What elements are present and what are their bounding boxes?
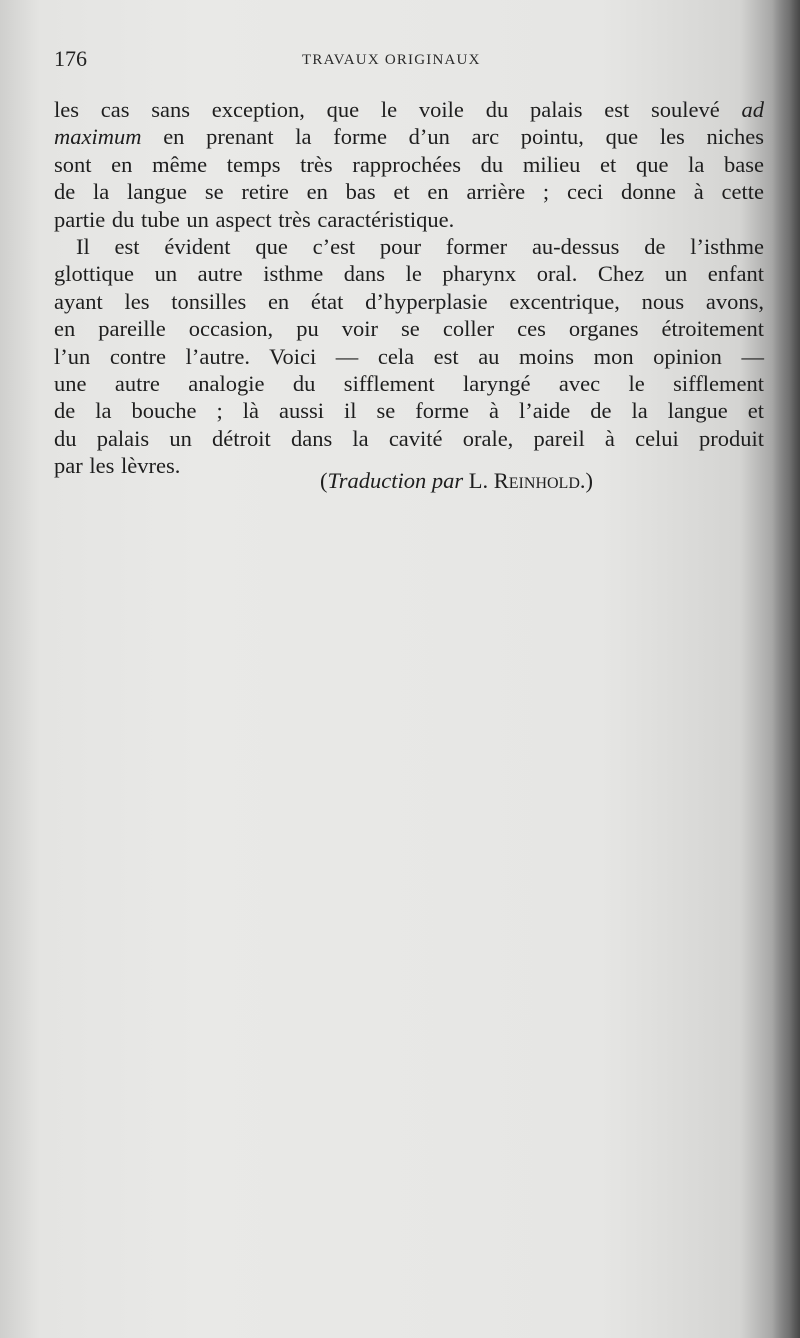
body-text: [54, 96, 764, 479]
translator-name: Reinhold.: [493, 468, 586, 493]
text-line: de la langue se retire en bas et en arrière ; ceci donne à cette: [54, 179, 764, 205]
page-number: 176: [54, 46, 87, 71]
text-line: ayant les tonsilles en état d’hyperplasie excentrique, nous avons,: [54, 288, 764, 314]
text-line: de la bouche ; là aussi il se forme à l’aide de la langue et: [54, 398, 764, 424]
text-line: partie du tube un aspect très caractéristique.: [54, 206, 455, 232]
text-line: l’un contre l’autre. Voici — cela est au moins mon opinion —: [54, 343, 764, 369]
show-through-text: [40, 492, 760, 1292]
translation-credit: (Traduction par L. Reinhold.): [320, 468, 594, 493]
text-line: Il est évident que c’est pour former au-dessus de l’isthme: [76, 233, 764, 259]
credit-label: Traduction par: [327, 468, 464, 493]
text-line: glottique un autre isthme dans le pharynx oral. Chez un enfant: [54, 261, 764, 287]
text-line: sont en même temps très rapprochées du milieu et que la base: [54, 151, 764, 177]
text-line: par les lèvres.: [54, 453, 181, 479]
text-line: en pareille occasion, pu voir se coller ces organes étroitement: [54, 316, 764, 342]
running-head: TRAVAUX ORIGINAUX: [302, 52, 481, 68]
text-line: du palais un détroit dans la cavité orale, pareil à celui produit: [54, 425, 764, 451]
page-header: [54, 46, 754, 76]
text-line: maximum en prenant la forme d’un arc pointu, que les niches: [54, 124, 764, 150]
text-line: les cas sans exception, que le voile du palais est soulevé ad: [54, 97, 764, 122]
binding-gutter-shadow: [772, 0, 800, 1338]
text-line: une autre analogie du sifflement laryngé avec le sifflement: [54, 370, 764, 396]
